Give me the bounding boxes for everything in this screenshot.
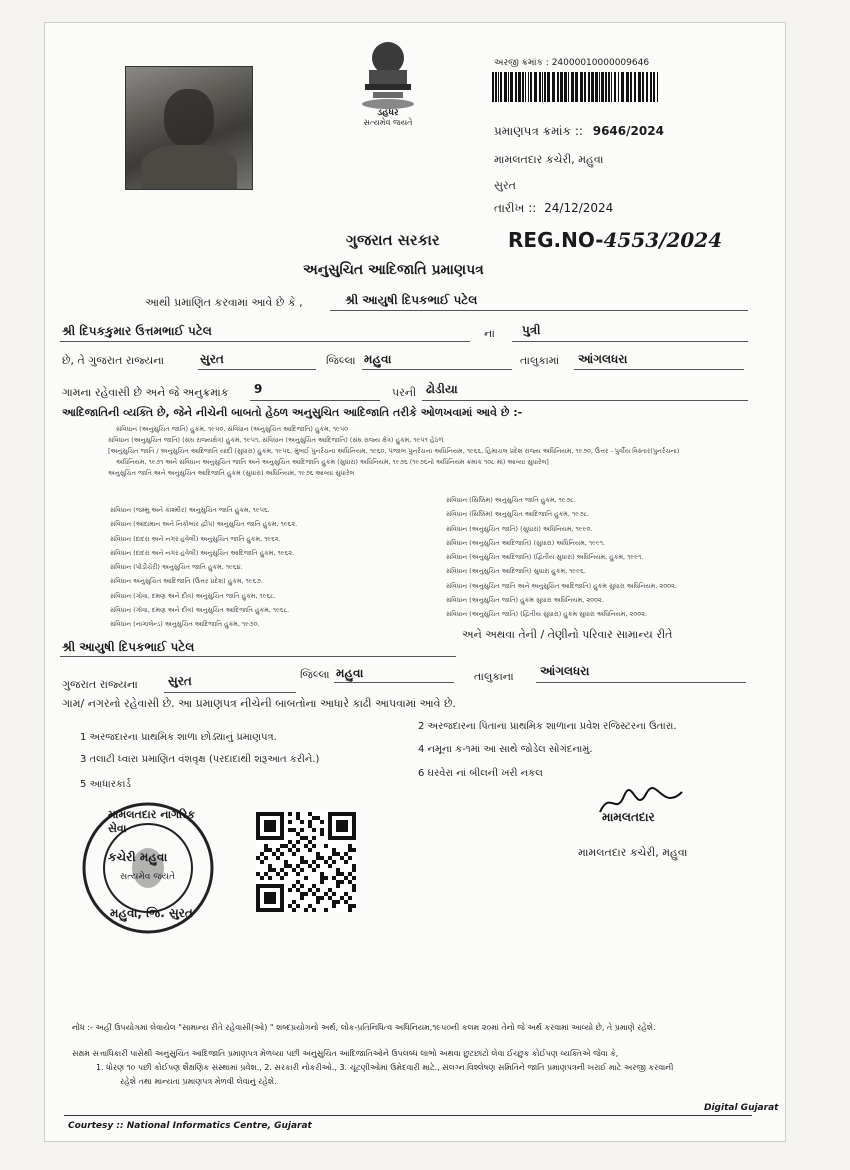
barcode-bar bbox=[542, 72, 543, 102]
registration-handwritten: 4553/2024 bbox=[603, 228, 723, 252]
issuing-office: મામલતદાર કચેરી, મહુવા bbox=[494, 153, 604, 166]
qr-module bbox=[300, 828, 304, 832]
parent-name: શ્રી દિપકકુમાર ઉત્તમભાઈ પટેલ bbox=[62, 324, 212, 338]
barcode-bar bbox=[525, 72, 526, 102]
barcode-bar bbox=[595, 72, 598, 102]
barcode-bar bbox=[515, 72, 517, 102]
qr-module bbox=[300, 884, 304, 888]
act-line: સંવિધાન (અનુસુચિત જાતિ) (સુધારા) અધિનિયમ, ૧૯૯૦. bbox=[446, 524, 593, 533]
qr-module bbox=[276, 856, 280, 860]
qr-module bbox=[292, 852, 296, 856]
qr-module bbox=[280, 852, 284, 856]
qr-module bbox=[312, 868, 316, 872]
act-line: સંવિધાન અનુસુચિત આદિજાતિ (ઉત્તર પ્રદેશ) હુકમ, ૧૯૬૭. bbox=[110, 577, 263, 586]
family-taluka: મહુવા bbox=[336, 666, 364, 680]
barcode-bar bbox=[584, 72, 586, 102]
barcode-bar bbox=[605, 72, 607, 102]
qr-module bbox=[328, 864, 332, 868]
barcode-bar bbox=[522, 72, 524, 102]
qr-module bbox=[272, 828, 276, 832]
qr-module bbox=[336, 884, 340, 888]
taluka-label: તાલુકામાં bbox=[520, 354, 560, 367]
qr-module bbox=[344, 828, 348, 832]
state-label: છે, તે ગુજરાત રાજ્યના bbox=[62, 354, 165, 367]
act-line: સંવિધાન (ગોવા, દમણ અને દીવ) અનુસુચિત આદિજાતિ હુકમ, ૧૯૬૮. bbox=[110, 606, 290, 615]
qr-module bbox=[320, 832, 324, 836]
emblem-motto: સત્યમેવ જયતે bbox=[363, 118, 413, 127]
barcode-bar bbox=[630, 72, 632, 102]
barcode-bar bbox=[599, 72, 600, 102]
barcode-bar bbox=[539, 72, 541, 102]
qr-module bbox=[292, 908, 296, 912]
qr-module bbox=[312, 844, 316, 848]
barcode-bar bbox=[588, 72, 590, 102]
qr-module bbox=[280, 876, 284, 880]
barcode-bar bbox=[552, 72, 555, 102]
basis-sentence: ગામ/ નગરનો રહેવાસી છે. આ પ્રમાણપત્ર નીચેની બાબતોના આધારે કાઢી આપવામાં આવે છે. bbox=[62, 697, 457, 710]
document-item: 5 આધારકાર્ડ bbox=[80, 779, 131, 790]
barcode-bar bbox=[508, 72, 509, 102]
seal-motto: સત્યમેવ જયતે bbox=[120, 872, 176, 882]
issue-date: 24/12/2024 bbox=[544, 201, 614, 215]
qr-module bbox=[300, 896, 304, 900]
barcode-bar bbox=[638, 72, 641, 102]
barcode-bar bbox=[621, 72, 624, 102]
qr-module bbox=[352, 868, 356, 872]
emblem-text: ડહધર bbox=[377, 108, 399, 118]
qr-module bbox=[316, 888, 320, 892]
act-line: સંવિધાન (નાગાલેન્ડ) અનુસુચિત આદિજાતિ હુકમ, ૧૯૭૦. bbox=[110, 620, 260, 629]
barcode-bar bbox=[571, 72, 574, 102]
barcode-bar bbox=[544, 72, 546, 102]
office-seal bbox=[80, 800, 216, 936]
state-emblem bbox=[355, 40, 421, 136]
barcode-bar bbox=[650, 72, 652, 102]
qr-module bbox=[288, 888, 292, 892]
act-line: અનુસુચિત જાતિ અને અનુસુચિત આદિજાતિ હુકમ (સુધારા) અધિનિયમ, ૧૯૭૬ આવ્યા સુધારેલ bbox=[108, 469, 355, 477]
footer-courtesy: Courtesy :: National Informatics Centre, Gujarat bbox=[68, 1121, 312, 1131]
qr-module bbox=[344, 860, 348, 864]
act-line: સંવિધાન (દાદરા અને નગર હવેલી) અનુસુચિત જાતિ હુકમ, ૧૯૬૨. bbox=[110, 534, 281, 543]
barcode-bar bbox=[500, 72, 502, 102]
certificate-number: 9646/2024 bbox=[592, 124, 664, 138]
relation-value: પુત્રી bbox=[522, 323, 541, 337]
document-item: 2 અરજદારના પિતાના પ્રાથમિક શાળાના પ્રવેશ રજિસ્ટરના ઉતારા. bbox=[418, 721, 677, 732]
qr-module bbox=[332, 892, 336, 896]
qr-module bbox=[312, 828, 316, 832]
relation-label: ના bbox=[484, 327, 495, 340]
barcode-bar bbox=[560, 72, 563, 102]
qr-module bbox=[300, 820, 304, 824]
applicant-photo bbox=[125, 66, 253, 190]
act-line: સંવિધાન (સિક્કિમ) અનુસુચિત આદિજાતિ હુકમ, ૧૯૭૮. bbox=[446, 510, 590, 519]
barcode-bar bbox=[591, 72, 594, 102]
signatory-title: મામલતદાર bbox=[602, 810, 655, 824]
act-line: સંવિધાન (અનુસુચિત જાતિ) હુકમ સુધારા અધિનિયમ, ૨૦૦૨. bbox=[446, 596, 604, 605]
qr-module bbox=[352, 904, 356, 908]
barcode-bar bbox=[575, 72, 578, 102]
qr-module bbox=[340, 880, 344, 884]
acts-top-block bbox=[80, 424, 720, 479]
barcode-bar bbox=[518, 72, 521, 102]
qr-module bbox=[352, 848, 356, 852]
qr-module bbox=[296, 872, 300, 876]
barcode-bar bbox=[634, 72, 636, 102]
barcode-bar bbox=[504, 72, 507, 102]
barcode-bar bbox=[510, 72, 513, 102]
act-line: સંવિધાન (જમ્મુ અને કાશ્મીર) અનુસુચિત જાતિ હુકમ, ૧૯૫૬. bbox=[110, 506, 270, 514]
qr-module bbox=[272, 900, 276, 904]
certificate-number-row bbox=[494, 124, 664, 139]
signatory-office: મામલતદાર કચેરી, મહુવા bbox=[578, 846, 688, 859]
barcode-bar bbox=[611, 72, 612, 102]
qr-module bbox=[312, 836, 316, 840]
qr-module bbox=[324, 876, 328, 880]
district-taluka: મહુવા bbox=[364, 352, 392, 366]
qr-module bbox=[332, 860, 336, 864]
act-line: સંવિધાન (અનુસુચિત જાતિ) હુકમ, ૧૯૫૦, સંવિધાન (અનુસુચિત આદિજાતિ) હુકમ, ૧૯૫૦ bbox=[116, 425, 349, 433]
qr-module bbox=[268, 876, 272, 880]
registration-number bbox=[508, 228, 722, 252]
qr-module bbox=[288, 812, 292, 816]
note-validation: રહેશે તથા માન્યતા પ્રમાણપત્ર મેળવી લેવાનું રહેશે. bbox=[120, 1077, 277, 1086]
document-item: 4 નમૂના ક-૧માં આ સાથે જોડેલ સોગંદનામું. bbox=[418, 744, 593, 755]
qr-module bbox=[308, 848, 312, 852]
barcode-bar bbox=[618, 72, 619, 102]
acts-right-column bbox=[446, 493, 746, 622]
qr-module bbox=[332, 904, 336, 908]
qr-module bbox=[284, 872, 288, 876]
qr-module bbox=[304, 908, 308, 912]
act-line: [અનુસુચિત જાતિ / અનુસુચિત આદિજાતિ યાદી (સુધારા) હુકમ, ૧૯૫૬, મુંબઈ પુનર્રચના અધિનિયમ, ૧૯૬૦, પંજાબ પુનર્રચના અધિનિયમ, ૧૯૬૬, હિમાચલ પ્રદેશ રાજ્ય અધિનિયમ, ૧૯૭૦, ઉત્તર - પુર્વીય વિસ્તાર(પુનર્રચના) bbox=[108, 447, 680, 455]
qr-module bbox=[300, 868, 304, 872]
qr-module bbox=[296, 904, 300, 908]
act-line: સંવિધાન (સિક્કિમ) અનુસુચિત જાતિ હુકમ, ૧૯૭૮. bbox=[446, 496, 576, 504]
seal-center-text: કચેરી મહુવા bbox=[108, 850, 168, 864]
qr-module bbox=[260, 876, 264, 880]
act-line: સંવિધાન (અનુસુચિત જાતિ) (સંઘ રાજ્યક્ષેત્ર) હુકમ, ૧૯૫૧, સંવિધાન (અનુસુચિત આદિજાતિ) (સંઘ રાજ્ય ક્ષેત્ર) હુકમ, ૧૯૫૧ હેઠળ bbox=[108, 436, 444, 444]
district-label: જિલ્લા bbox=[326, 354, 356, 367]
note-uses: 1. ધોરણ ૧૦ પછી કોઈપણ શૈક્ષણિક સંસ્થામાં પ્રવેશ., 2. સરકારી નોકરીઓ., 3. ચૂંટણીઓમાં ઉમેદવારી માટે., સંલગ્ન વિશ્લેષણ સમિતિને જાતિ પ્રમાણપત્રની ખરાઈ માટે અરજી કરવાની bbox=[96, 1063, 674, 1072]
qr-module bbox=[316, 864, 320, 868]
qr-module bbox=[260, 860, 264, 864]
issuing-district: સુરત bbox=[494, 179, 516, 192]
family-district-label: જિલ્લા bbox=[300, 668, 330, 681]
act-line: સંવિધાન (આંદામાન અને નિકોબાર દ્વીપ) અનુસુચિત જાતિ હુકમ, ૧૯૬૨. bbox=[110, 520, 298, 529]
applicant-name: શ્રી આયુષી દિપકભાઈ પટેલ bbox=[345, 293, 478, 307]
lion-emblem-icon bbox=[355, 40, 421, 110]
qr-module bbox=[352, 836, 356, 840]
state-district: સુરત bbox=[200, 352, 224, 366]
barcode-bar bbox=[557, 72, 559, 102]
qr-module bbox=[280, 836, 284, 840]
qr-module bbox=[312, 908, 316, 912]
barcode-bar bbox=[528, 72, 529, 102]
tribe-name: ઢોડીયા bbox=[426, 382, 458, 396]
document-item: 1 અરજદારના પ્રાથમિક શાળા છોડ્યાનું પ્રમાણપત્ર. bbox=[80, 732, 277, 743]
barcode-bar bbox=[646, 72, 648, 102]
qr-module bbox=[324, 908, 328, 912]
qr-module bbox=[264, 856, 268, 860]
acts-left-column bbox=[110, 503, 440, 632]
footer-brand: Digital Gujarat bbox=[704, 1103, 779, 1113]
issue-date-label: તારીખ :: bbox=[494, 201, 537, 215]
qr-module bbox=[320, 820, 324, 824]
act-line: સંવિધાન (દાદરા અને નગર હવેલી) અનુસુચિત આદિજાતિ હુકમ, ૧૯૬૨. bbox=[110, 548, 295, 557]
qr-module bbox=[348, 856, 352, 860]
act-line: અધિનિયમ, ૧૯૭૧ અને સંવિધાન અનુસુચિત જાતિ અને અનુસુચિત આદિજાતિ હુકમ (સુધારા) અધિનિયમ, ૧૯૭૬ (૧૯૭૬નો અધિનિયમ ક્રમાંક ૧૦૮ માં) આવ્યા સુધારેલ] bbox=[116, 458, 549, 466]
barcode-bar bbox=[608, 72, 610, 102]
document-item: 3 તલાટી ધ્વારા પ્રમાણિત વંશવૃક્ષ (પરદાદાથી શરૂઆત કરીને.) bbox=[80, 754, 320, 765]
family-taluka-label: તાલુકાના bbox=[474, 670, 514, 683]
qr-module bbox=[324, 844, 328, 848]
qr-code bbox=[256, 812, 356, 912]
application-number: અરજી ક્રમાંક : 24000010000009646 bbox=[494, 58, 650, 68]
barcode-bar bbox=[534, 72, 537, 102]
note-definition: નોંધ :- અહીં ઉપયોગમાં લેવાયેલ "સામાન્ય રીતે રહેવાસી(ઓ) " શબ્દપ્રયોગનો અર્થ, લોક-પ્રતિનિધિત્વ અધિનિયમ,૧૯૫૦ની કલમ ૨૦માં તેનો જે અર્થ કરવામાં આવ્યો છે, તે પ્રમાણે રહેશે. bbox=[72, 1023, 656, 1032]
seal-top-text: મામલતદાર નાગરિક સેવા bbox=[108, 808, 196, 835]
certificate-title: અનુસુચિત આદિજાતિ પ્રમાણપત્ર bbox=[303, 262, 484, 278]
act-line: સંવિધાન (પોંડીચેરી) અનુસુચિત જાતિ હુકમ, ૧૯૬૪. bbox=[110, 563, 243, 572]
barcode-bar bbox=[495, 72, 497, 102]
qr-module bbox=[316, 900, 320, 904]
barcode-bar bbox=[601, 72, 604, 102]
qr-module bbox=[296, 848, 300, 852]
barcode-bar bbox=[580, 72, 583, 102]
qr-module bbox=[280, 908, 284, 912]
act-line: સંવિધાન (અનુસુચિત આદિજાતિ) (સુધારા) અધિનિયમ, ૧૯૯૧. bbox=[446, 538, 606, 547]
act-line: સંવિધાન (અનુસુચિત જાતિ) (દ્વિતીય સુધારા) હુકમ સુધારા અધિનિયમ, ૨૦૦૨. bbox=[446, 610, 648, 619]
act-line: સંવિધાન (અનુસુચિત જાતિ અને અનુસુચિત આદિજાતિ) હુકમ સુધારા અધિનિયમ, ૨૦૦૨. bbox=[446, 581, 677, 590]
intro-label: આથી પ્રમાણિત કરવામાં આવે છે કે , bbox=[145, 296, 303, 309]
barcode-bar bbox=[642, 72, 644, 102]
issue-date-row bbox=[494, 201, 613, 216]
note-eligibility: સક્ષમ સત્તાધિકારી પાસેથી અનુસુચિત આદિજાતિ પ્રમાણપત્ર મેળવ્યા પછી અનુસુચિત આદિજાતિઓને ઉપલબ્ધ લાભો અથવા છુટછાટો લેવા ઈચ્છુક કોઈપણ વ્યક્તિએ જેવા કે, bbox=[72, 1049, 619, 1058]
barcode-bar bbox=[626, 72, 629, 102]
family-village: આંગલધરા bbox=[540, 664, 590, 678]
qr-module bbox=[304, 876, 308, 880]
certificate-number-label: પ્રમાણપત્ર ક્રમાંક :: bbox=[494, 124, 583, 138]
barcode-bar bbox=[498, 72, 499, 102]
qr-module bbox=[288, 820, 292, 824]
qr-module bbox=[336, 900, 340, 904]
registration-label: REG.NO- bbox=[508, 228, 604, 252]
family-label: અને અથવા તેની / તેણીનો પરિવાર સામાન્ય રીતે bbox=[462, 628, 673, 641]
barcode-bar bbox=[564, 72, 567, 102]
barcode-bar bbox=[614, 72, 616, 102]
qr-module bbox=[352, 876, 356, 880]
government-title: ગુજરાત સરકાર bbox=[346, 231, 440, 249]
family-state-label: ગુજરાત રાજ્યના bbox=[62, 678, 138, 691]
act-line: સંવિધાન (ગોવા, દમણ અને દીવ) અનુસુચિત જાતિ હુકમ, ૧૯૬૮. bbox=[110, 591, 276, 600]
barcode-bar bbox=[657, 72, 658, 102]
barcode-bar bbox=[530, 72, 532, 102]
barcode-bar bbox=[492, 72, 494, 102]
act-line: સંવિધાન (અનુસુચિત આદિજાતિ) (દ્વિતીય સુધારા) અધિનિયમ, હુકમ, ૧૯૯૧. bbox=[446, 553, 644, 562]
qr-module bbox=[296, 840, 300, 844]
barcode-bar bbox=[568, 72, 569, 102]
qr-module bbox=[320, 880, 324, 884]
village-name: આંગલધરા bbox=[578, 352, 628, 366]
qr-module bbox=[352, 888, 356, 892]
qr-module bbox=[348, 908, 352, 912]
barcode bbox=[492, 72, 660, 102]
resident-label: ગામના રહેવાસી છે અને જે અનુક્રમાંક bbox=[62, 386, 229, 399]
act-line: સંવિધાન (અનુસુચિત આદિજાતિ) સુધારા હુકમ, ૧૯૯૬. bbox=[446, 567, 586, 576]
family-applicant-name: શ્રી આયુષી દિપકભાઈ પટેલ bbox=[62, 640, 195, 654]
qr-module bbox=[348, 896, 352, 900]
document-item: 6 ઘરવેરા નાં બીલની ખરી નકલ bbox=[418, 768, 543, 779]
para-label: પરની bbox=[392, 386, 417, 399]
family-district: સુરત bbox=[168, 674, 192, 688]
qr-module bbox=[304, 892, 308, 896]
tribe-sentence: આદિજાતિની વ્યક્તિ છે, જેને નીચેની બાબતો હેઠળ અનુસુચિત આદિજાતિ તરીકે ઓળખવામાં આવે છે :- bbox=[62, 406, 523, 419]
footer-rule bbox=[64, 1115, 752, 1116]
barcode-bar bbox=[547, 72, 550, 102]
seal-bottom-text: મહુવા, જિ. સુરત bbox=[110, 906, 193, 920]
barcode-bar bbox=[653, 72, 655, 102]
serial-number: 9 bbox=[254, 382, 263, 396]
qr-module bbox=[320, 896, 324, 900]
